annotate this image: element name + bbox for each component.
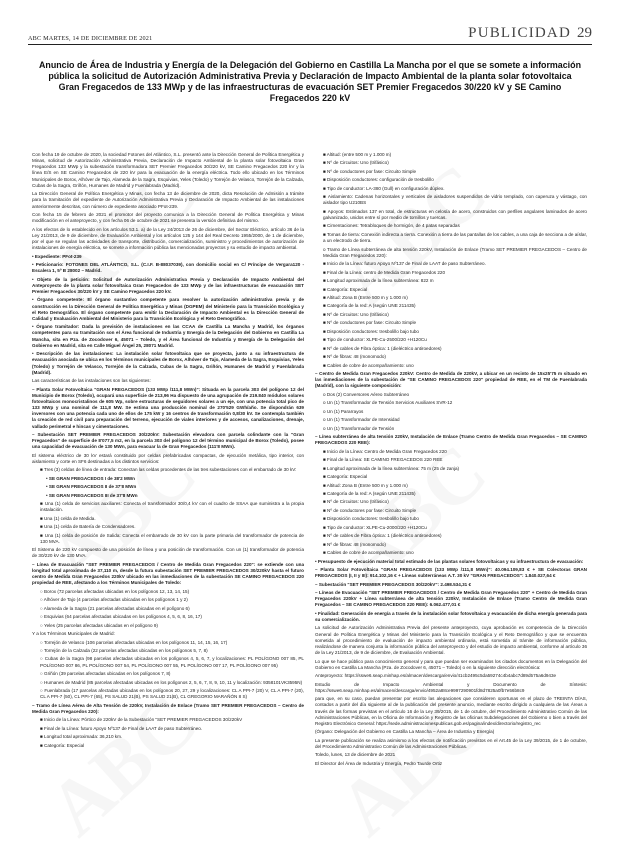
left-paragraph: ■ Categoría: Especial	[40, 742, 85, 748]
right-paragraph: o Un (1) Transformador de Tensión Servicios Auxiliares SVR-12	[323, 400, 453, 406]
left-paragraph: – Planta Solar Fotovoltaica "GRAN FREGACEDOS (133 MWp /111,8 MWn)": Situada en la parcela 303 del polígono 12 del Municipio de Borox (Toledo), ocupará una superficie de 213,96 Ha dispuesto de una agrupación de 219.840 módulos solares fotovoltaicos monocristalinos de 605 Wp, sobre estructuras de seguidores solares a un eje, con una potencia total pico de 133 MWp y una nominal de 111,8 MW. Se estima una producción nominal de 270'529 GWh/año. Se dispondrán 639 inversores con una potencia cada uno de ellos de 175 kW y 16 centros de transformación 0,8/30 kV. Se contempla también la creación de red civil para preparación del terreno, ejecución de viales interiores y de accesos, canalizaciones, drenaje, vallado perimetral e hincas y cimentaciones.	[32, 386, 304, 429]
right-paragraph: ■ Tipo de conductor: XLPE-Cu-2000/220 +H120Cu	[323, 524, 427, 530]
left-paragraph: • Órgano competente: El órgano sustantivo competente para resolver la autorización administrativa previa y de construcción es la Dirección General de Política Energética y Minas (DGPEM) del Ministerio para la Transición Ecológica y el Reto Demográfico. El órgano competente para emitir la Declaración de Impacto Ambiental es la Dirección General de Calidad y Evaluación Ambiental del Ministerio para la Transición Ecológica y el Reto Demográfico.	[32, 297, 304, 321]
right-paragraph: ■ Categoría de la red: A (según UNE 211435)	[323, 490, 416, 496]
left-paragraph: ■ Una (1) celda de servicios auxiliares: Conecta el transformador 30/0,4 kV con el cuadro de SSAA que suministra a la propia instalación.	[40, 501, 304, 513]
right-paragraph: ■ Inicio de la Línea: futuro Apoyo Nº137 de Final de LAAT de paso Subterráneo.	[323, 261, 486, 267]
right-paragraph: La presente publicación se realiza asimismo a los efectos de notificación previstos en el Art.45 de la Ley 39/2015, de 1 de octubre, del Procedimiento Administrativo Común de las Administraciones Públicas.	[315, 737, 587, 749]
right-paragraph: ■ Disposición conductores: configuración de tresbolillo	[323, 177, 434, 183]
left-paragraph: ○ Fuenlabrada (17 parcelas afectadas ubicadas en los polígonos 20, 27, 29 y localizaciones: CL A PPI-7 (20) V, CL A PPI-7 (20), CL A PPI-7 (50), CL PPI-7 (65), PS SALUD 21(B), PS SALUD 21(B), CL GREGORIO MARAÑÓN 8 S)	[40, 687, 304, 700]
right-paragraph: ■ Final de la Línea: SE CAMINO FREGACEDOS 220 REE	[323, 457, 443, 463]
right-paragraph: • Finalidad: Generación de energía a través de la instalación solar fotovoltaica y evacuación de dicha energía generada para su comercialización.	[315, 610, 587, 623]
left-paragraph: ■ Longitud total aproximada: 36,210 km.	[40, 734, 123, 740]
right-paragraph: ■ Tipo de conductor: LA-380 (Gull) en configuración dúplex.	[323, 185, 445, 191]
right-paragraph: o Un (1) Transformador de Tensión	[323, 425, 395, 431]
left-paragraph: • Expediente: PFot-239	[32, 253, 82, 259]
left-paragraph: El Sistema de 220 kV compuesto de una posición de línea y una posición de transformación. Con un (1) transformador de potencia de 30/220 kV de 130 MVA.	[32, 547, 304, 559]
left-paragraph: • Objeto de la petición: Solicitud de Autorización Administrativa Previa y Declaración de Impacto Ambiental del Anteproyecto de la planta solar fotovoltaica Gran Fregacedos de 133 MWp y de las infraestructuras de evacuación SET Premier Fregacedos 30/220 kV y SE Camino Fregacedos 220 kV.	[32, 276, 304, 294]
left-paragraph: • SE GRAN FREGACEDOS II de 37'8 MWn	[46, 484, 137, 490]
right-paragraph: ■ Nº de conductores por fase: Circuito Simple	[323, 168, 417, 174]
right-paragraph: (Órgano: Delegación del Gobierno en Castilla La Mancha – Área de Industria y Energía)	[315, 729, 495, 735]
left-paragraph: ○ Borox (72 parcelas afectadas ubicadas en los polígonos 12, 13, 14, 15)	[40, 588, 190, 594]
left-paragraph: ■ Tres (3) celdas de línea de entrada: Conectan las celdas procedentes de las tres subestaciones con el embarrado de 30 kV:	[40, 467, 297, 473]
left-paragraph: Las características de las instalaciones son las siguientes:	[32, 378, 151, 384]
right-paragraph: o Dos (2) Conversores Aéreo Subterráneo	[323, 391, 410, 397]
left-paragraph: ○ Alhóver de Tajo (4 parcelas afectadas ubicadas en los polígonos 1 y 2)	[40, 597, 188, 603]
right-paragraph: ■ Categoría: Especial	[323, 286, 368, 292]
left-paragraph: Y a los Términos Municipales de Madrid:	[32, 631, 115, 637]
right-paragraph: ■ Final de la Línea: centro de Medida Gran Fregacedos 220	[323, 269, 446, 275]
left-column	[32, 152, 304, 820]
right-column	[315, 152, 587, 820]
right-paragraph: – Centro de Medida Gran Fregacedos 220kV: Centro de Medida de 220kV, a ubicar en un recinto de 15x25'75 m situado en las inmediaciones de la subestación de "SE CAMINO FREGACEDOS 220" propiedad de REE, en el TM de Fuenlabrada (Madrid), con la siguiente composición:	[315, 371, 587, 389]
page-header	[28, 22, 592, 45]
right-paragraph: ■ Tipo de conductor: XLPE-Cu-2500/220 +H120Cu	[323, 337, 427, 343]
page-number: 29	[577, 25, 592, 41]
right-paragraph: ■ Cables de cobre de acompañamiento: uno	[323, 550, 414, 556]
left-paragraph: ■ Una (1) celda de posición de Salida: Conecta el embarrado de 30 kV con la parte primaria del transformador de potencia de 130 MVA.	[40, 532, 304, 544]
right-paragraph: ■ Nº de fibras: 48 (monomodo)	[323, 541, 386, 547]
right-paragraph: ■ Apoyos: Estimados 137 en total, de estructuras en celosía de acero, construidos con perfiles angulares laminados de acero galvanizado, unidos entre sí por medio de tornillos y tuercas.	[323, 208, 587, 221]
left-paragraph: ■ Inicio de la Línea: Pórtico de 220kV de la Subestación "SET PREMIER FREGACEDOS 30/220kV	[40, 717, 243, 723]
right-paragraph: – Línea subterránea de alta tensión 220kV, Instalación de Enlace (Tramo Centro de Medida Gran Fregacedos – SE CAMINO FREGACEDOS 220 REE):	[315, 434, 587, 446]
right-paragraph: ■ Categoría: Especial	[323, 474, 368, 480]
right-paragraph: – Líneas de Evacuación "SET PREMIER FREGACEDOS / Centro de Medida Gran Fregacedos 220" + Centro de Medida Gran Fregacedos 220kV + Línea subterránea de alta tensión 220kV, Instalación de Enlace (Tramo Centro de Medida Gran Fregacedos – SE CAMINO FREGACEDOS 220 REE): 6.062.477,01 €	[315, 590, 587, 608]
right-paragraph: ■ Altitud: Zona B (Entre 500 m y 1.000 m)	[323, 294, 408, 300]
right-paragraph: para que, en su caso, puedan presentar por escrito las alegaciones que consideren oportunas en el plazo de TREINTA DÍAS, contados a partir del día siguiente al de la publicación del presente anuncio, mediante escrito dirigido a cualquiera de las Áreas a través de las formas previstas en el artículo 16 de la Ley 39/2015, de 1 de octubre, del Procedimiento Administrativo Común de las Administraciones Públicas, en la Oficina de Información y Registro de las oficinas Subdelegaciones del Gobierno o bien a través del Registro Electrónico General: https://sede.administracionespublicas.gob.es/pagina/index/directorio/registro_rec	[315, 696, 587, 726]
left-paragraph: A los efectos de lo establecido en los artículos 53.1. a) de la Ley 24/2013 de 26 de diciembre, del Sector Eléctrico, artículo 36 de la Ley 21/2013, de 9 de diciembre, de Evaluación Ambiental y los artículos 125 y 144 del Real Decreto 1955/2000, de 1 de diciembre, por el que se regulan las actividades de transporte, distribución, comercialización, suministro y procedimientos de autorización de instalaciones de energía eléctrica, se somete a información pública las mencionadas proyectos y su estudio de impacto ambiental.	[32, 226, 304, 251]
left-paragraph: ○ Cubas de la Sagra (98 parcelas afectadas ubicadas en los polígonos 4, 5, 6, 7, y localizaciones: PL POLÍGONO 007 85, PL POLÍGONO 007 86, PL POLÍGONO 007 54, PL POLÍGONO 007 55, PL POLÍGONO 007 17, PL POLÍGONO 007 95)	[40, 656, 304, 668]
section-name: PUBLICIDAD	[468, 25, 571, 41]
left-paragraph: • SE GRAN FREGACEDOS III de 37'8 MWn	[46, 492, 138, 498]
right-paragraph: Toledo, lunes, 13 de diciembre de 2021	[315, 752, 396, 758]
left-paragraph: Con fecha 19 de octubre de 2020, la sociedad Fotones del Atlántico, S.L. presentó ante la Dirección General de Política Energética y Minas, solicitud de Autorización Administrativa Previa, Declaración de Impacto Ambiental de la planta solar fotovoltaica Gran Fregacedos 133 MWp y la subestación transformadora SET Premier Fregacedos 30/220 kV, SE Camino Fregacedos 220 kV y la línea E/S en SE Camino Fregacedos de 220 kV para la evacuación de la energía eléctrica. Todo ello ubicado en los Términos Municipales de Borox, Alhóver de Tajo, Alameda de la Sagra, Esquivias, Yeles (Toledo) y Torrejón de Velasco, Torrejón de la Calzada, Cubas de la Sagra, Griñón, Humanes de Madrid y Fuenlabrada (Madrid).	[32, 152, 304, 188]
right-paragraph: ■ Aislamiento: Cadenas horizontales y verticales de aisladores suspendidos de vidrio templado, con caperuza y vástago, con aislador tipo U210BS	[323, 194, 587, 206]
left-paragraph: La Dirección General de Política Energética y Minas, con fecha 13 de diciembre de 2020, dicta Resolución de Admisión a trámite para la tramitación del expediente de Autorización Administrativa Previa y Declaración de Impacto Ambiental de las instalaciones anteriormente descritas, con número de expediente asociado PFot-239.	[32, 191, 304, 209]
right-paragraph: – Planta Solar Fotovoltaica "GRAN FREGACEDOS (133 MWp /111,8 MWn)": 40.094.109,83 € + SE Colectoras GRAN FREGACEDOS (I, II y III): 914.102,16 € + Líneas subterráneas A.T. 30 kV "GRAN FREGACEDOS": 1.840.027,64 €	[315, 567, 587, 579]
left-paragraph: El sistema eléctrico de 30 kV estará constituido por celdas prefabricadas compactas, de ejecución metálica, tipo interior, con aislamiento y corte en SF6 destinadas a los distintos servicios:	[32, 452, 304, 464]
left-paragraph: • SE GRAN FREGACEDOS I de 38'2 MWn	[46, 475, 135, 481]
left-paragraph: – Línea de Evacuación "SET PREMIER FREGACEDOS / Centro de Medida Gran Fregacedos 220": se extiende con una longitud total aproximada de 37,110 m, desde la futura subestación SET PREMIER FREGACEDOS 30/220kV hasta el futuro centro de Medida Gran Fregacedos 220kV ubicado en las inmediaciones de la subestación SE CAMINO FREGACEDOS 220 propiedad de REE, afectando a los Términos Municipales de Toledo:	[32, 561, 304, 586]
right-paragraph: ■ Nº de Circuitos: Uno (trifásico)	[323, 160, 389, 166]
notice-title: Anuncio de Área de Industria y Energía de la Delegación del Gobierno en Castilla La Mancha por el que se somete a información pública la solicitud de Autorización Administrativa Previa y Declaración de Impacto Ambiental de la planta solar fotovoltaica Gran Fregacedos de 133 MWp y de las infraestructuras de evacuación SET Premier Fregacedos 30/220 kV y SE Camino Fregacedos 220 kV	[38, 60, 581, 104]
right-paragraph: Estudio de Impacto Ambiental y Documento de Síntesis: https://sswe6.seap.minhap.es/almacen/descarga/envio/4952a88ce9997290901fd8d7825a0fb7e56b8c9	[315, 681, 587, 693]
header-date: ABC MARTES, 14 DE DICIEMBRE DE 2021	[28, 35, 153, 42]
right-paragraph: ■ Disposición conductores: tresbolillo bajo tubo	[323, 516, 419, 522]
left-paragraph: ○ Humanes de Madrid (85 parcelas afectadas ubicadas en los polígonos 2, 5, 6, 7, 8, 9, 10, 11 y localización: 9358101VK3595N)	[40, 679, 303, 685]
right-paragraph: ■ Nº de conductores por fase: Circuito Simple	[323, 320, 417, 326]
right-paragraph: El Director del Área de Industria y Energía, Pedro Taurde Ortiz	[315, 760, 443, 766]
left-paragraph: • Peticionario: FOTONES DEL ATLÁNTICO, S.L. (C.I.F. B-88037039), con domicilio social en C/ Príncipe de Vergara120 - Escalera 1, 5º B 28002 – Madrid.	[32, 261, 304, 274]
right-paragraph: o Tramo de Línea subterránea de alta tensión 220kV, Instalación de Enlace (Tramo SET PREMIER FREGACEDOS – Centro de Medida Gran Fregacedos 220):	[323, 246, 587, 258]
left-paragraph: – Tramo de Línea Aérea de Alta Tensión de 220kV, Instalación de Enlace (Tramo SET PREMIER FREGACEDOS – Centro de Medida Gran Fregacedos 220):	[32, 702, 304, 714]
right-paragraph: ■ Altitud: (entre 500 m y 1.000 m)	[323, 152, 392, 157]
left-paragraph: ○ Esquivias (64 parcelas afectadas ubicadas en los polígonos 4, 5, 6, 8, 16, 17)	[40, 614, 202, 620]
right-paragraph: ■ Nº de cables de Fibra óptica: 1 (dieléctrico antiroedores)	[323, 345, 442, 351]
right-paragraph: ■ Cimentaciones: Tetrabloques de hormigón, de 4 patas separadas	[323, 223, 460, 229]
right-paragraph: ■ Altitud: Zona B (Entre 500 m y 1.000 m)	[323, 482, 408, 488]
header-right	[468, 25, 592, 42]
left-paragraph: ○ Yeles (25 parcelas afectadas ubicadas en el polígono 9)	[40, 622, 158, 628]
left-paragraph: • Órgano tramitador: Dada la previsión de instalaciones en las CCAA de Castilla La Mancha y Madrid, los órganos competentes para su tramitación son el Área funcional de Industria y Energía de la Delegación del Gobierno en Castilla La Mancha, sita en Pza. de Zocodover 6, 45071 – Toledo, y el Área funcional de Industria y Energía de la Delegación del Gobierno en Madrid, sita en Calle Miguel Ángel 25, 28071 Madrid.	[32, 324, 304, 348]
right-paragraph: – Subestación "SET PREMIER FREGACEDOS 30/220kV": 2.498.534,31 €	[315, 581, 472, 587]
left-paragraph: Con fecha 15 de febrero de 2021 el promotor del proyecto comunica a la Dirección General de Política Energética y Minas modificación en el anteproyecto, y con fecha 06 de octubre de 2021 se presenta la versión definitiva del mismo.	[32, 212, 304, 224]
left-paragraph: • Descripción de las instalaciones: La instalación solar fotovoltaica que se proyecta, junto a su infraestructura de evacuación asociada se ubica en los términos municipales de Borox, Alhóver de Tajo, Alameda de la Sagra, Esquivias, Yeles (Toledo) y Torrejón de Velasco, Torrejón de la Calzada, Cubas de la Sagra, Griñón, Humanes de Madrid y Fuenlabrada (Madrid).	[32, 351, 304, 375]
right-paragraph: ■ Nº de conductores por fase: Circuito Simple	[323, 507, 417, 513]
right-paragraph: o Un (1) Transformador de Intensidad	[323, 417, 400, 423]
right-paragraph: Anteproyecto: https://sswe6.seap.minhap.es/almacen/descarga/envio/41cb2495c5da59274c4b4abc7d89d575a6d943e	[315, 673, 557, 679]
right-paragraph: ■ Categoría de la red: A (según UNE 211435)	[323, 303, 416, 309]
left-paragraph: ○ Griñón (39 parcelas afectadas ubicadas en los polígonos 7, 8)	[40, 671, 171, 677]
right-paragraph: o Un (1) Pararrayos	[323, 408, 364, 414]
left-paragraph: ■ Una (1) celda de Batería de Condensadores.	[40, 524, 136, 530]
right-paragraph: ■ Longitud aproximada de la línea subterránea: 822 m	[323, 278, 434, 284]
right-paragraph: ■ Nº de Circuitos: Uno (trifásico)	[323, 311, 389, 317]
left-paragraph: ○ Alameda de la Sagra (21 parcelas afectadas ubicadas en el polígono 6)	[40, 605, 190, 611]
right-paragraph: ■ Inicio de la Línea: Centro de Medida Gran Fregacedos 220	[323, 448, 447, 454]
left-paragraph: ■ Una (1) celda de Medida.	[40, 515, 96, 521]
right-paragraph: ■ Nº de fibras: 48 (monomodo)	[323, 354, 386, 360]
right-paragraph: ■ Nº de cables de Fibra óptica: 1 (dieléctrico antiroedores)	[323, 533, 442, 539]
right-paragraph: ■ Nº de Circuitos: Uno (trifásico)	[323, 499, 389, 505]
right-paragraph: Lo que se hace público para conocimiento general y para que puedan ser examinados los citados documentos en la Delegación del Gobierno en Castilla La Mancha (Pza. de Zocodover 6, 45071 – Toledo) o en la siguiente dirección electrónica:	[315, 658, 587, 670]
right-paragraph: La solicitud de Autorización Administrativa Previa del presente anteproyecto, cuya aprobación es competencia de la Dirección General de Política Energética y Minas del Ministerio para la Transición Ecológica y el Reto Demográfico y que se encuentra sometida al procedimiento de evaluación de impacto ambiental ordinaria, está sometida al trámite de información pública, realizándose de manera conjunta la información pública del anteproyecto y del estudio de impacto ambiental, conforme al artículo 36 de la Ley 21/2013, de 9 de diciembre, de Evaluación Ambiental.	[315, 625, 587, 656]
right-paragraph: ■ Disposición conductores: tresbolillo bajo tubo	[323, 328, 419, 334]
right-paragraph: ■ Longitud aproximada de la línea subterránea: 75 m (25 de zanja)	[323, 465, 460, 471]
right-paragraph: ■ Cables de cobre de acompañamiento: uno	[323, 362, 414, 368]
right-paragraph: • Presupuesto de ejecución material total estimado de las plantas solares fotovoltaicas y su infraestructura de evacuación:	[315, 558, 584, 564]
right-paragraph: ■ Tomas de tierra: Conexión indirecta a tierra. Conexión a tierra de las pantallas de los cables, a una caja de secciona a de aíslar, a un electrodo de tierra.	[323, 231, 587, 244]
left-paragraph: ■ Final de la Línea: futuro Apoyo Nº137 de Final de LAAT de paso Subterráneo.	[40, 725, 203, 731]
left-paragraph: – Subestación SET PREMIER FREGACEDOS 30/220kV: Subestación elevadora con parcela colindante con la "Gran Fregacedos" de superficie de 8'077,5 m2, en la parcela 303 del polígono 12 del término municipal de Borox (Toledo), posee una capacidad de evacuación de 130 MWn, para evacuar la de Gran Fregacedos (111'8 MWn).	[32, 431, 304, 450]
left-paragraph: ○ Torrejón de Velasco (106 parcelas afectadas ubicadas en los polígonos 11, 14, 15, 16, 17)	[40, 639, 228, 645]
left-paragraph: ○ Torrejón de la Calzada (22 parcelas afectadas ubicadas en los polígonos 5, 7, 8)	[40, 647, 208, 653]
